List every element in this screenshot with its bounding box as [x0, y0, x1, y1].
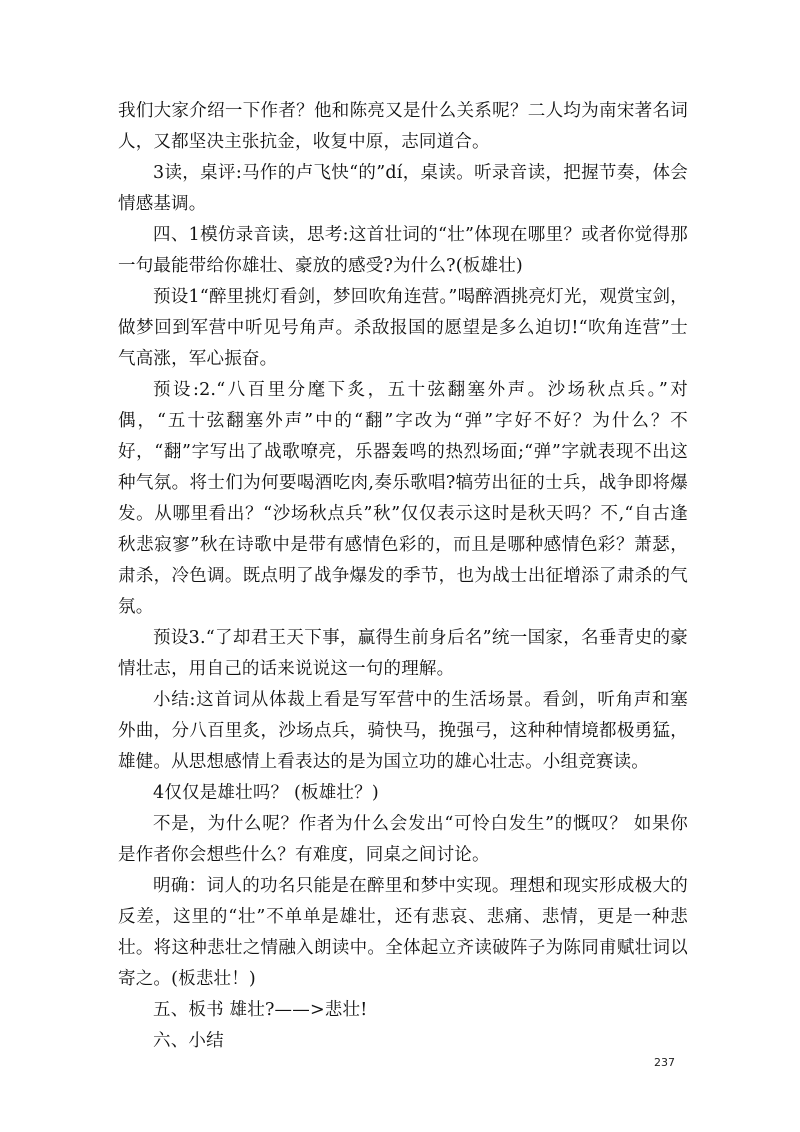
paragraph-summary: 小结:这首词从体裁上看是写军营中的生活场景。看剑，听角声和塞外曲，分八百里炙，沙场点兵，骑快马，挽强弓，这种种情境都极勇猛，雄健。从思想感情上看表达的是为国立功的雄心壮志。小组竞赛读。	[118, 690, 688, 772]
page-number: 237	[654, 1056, 675, 1069]
paragraph-section-6: 六、小结	[153, 1031, 224, 1051]
paragraph-author-intro: 我们大家介绍一下作者？他和陈亮又是什么关系呢？二人均为南宋著名词人，又都坚决主张抗金，收复中原，志同道合。	[118, 101, 688, 152]
paragraph-section-4: 四、1模仿录音读，思考:这首壮词的“壮”体现在哪里？或者你觉得那一句最能带给你雄壮、豪放的感受?为什么?(板雄壮)	[118, 225, 688, 276]
paragraph-preset-1: 预设1“醉里挑灯看剑，梦回吹角连营。”喝醉酒挑亮灯光，观赏宝剑，做梦回到军营中听见号角声。杀敌报国的愿望是多么迫切!“吹角连营”士气高涨，军心振奋。	[118, 287, 688, 369]
paragraph-answer: 不是，为什么呢？作者为什么会发出“可怜白发生”的慨叹？ 如果你是作者你会想些什么？有难度，同桌之间讨论。	[118, 814, 688, 865]
paragraph-reading-3: 3读，桌评:马作的卢飞快“的”dí，桌读。听录音读，把握节奏，体会情感基调。	[118, 163, 688, 214]
paragraph-question-4: 4仅仅是雄壮吗？ (板雄壮？)	[153, 783, 379, 803]
paragraph-clarification: 明确：词人的功名只能是在醉里和梦中实现。理想和现实形成极大的反差，这里的“壮”不单单是雄壮，还有悲哀、悲痛、悲情，更是一种悲壮。将这种悲壮之情融入朗读中。全体起立齐读破阵子为陈同甫赋壮词以寄之。(板悲壮！)	[118, 876, 688, 989]
paragraph-preset-3: 预设3.“了却君王天下事，赢得生前身后名”统一国家，名垂青史的豪情壮志，用自己的话来说说这一句的理解。	[118, 628, 688, 679]
paragraph-board-writing: 五、板书 雄壮?——>悲壮!	[153, 1000, 368, 1020]
document-body	[118, 96, 688, 1057]
paragraph-preset-2: 预设:2.“八百里分麾下炙，五十弦翻塞外声。沙场秋点兵。”对偶，“五十弦翻塞外声”中的“翻”字改为“弹”字好不好？为什么？不好，“翻”字写出了战歌嘹亮，乐器轰鸣的热烈场面;“弹”字就表现不出这种气氛。将士们为何要喝酒吃肉,奏乐歌唱?犒劳出征的士兵，战争即将爆发。从哪里看出？“沙场秋点兵”秋”仅仅表示这时是秋天吗？不,“自古逢秋悲寂寥”秋在诗歌中是带有感情色彩的，而且是哪种感情色彩？萧瑟，肃杀，冷色调。既点明了战争爆发的季节，也为战士出征增添了肃杀的气氛。	[118, 380, 688, 617]
